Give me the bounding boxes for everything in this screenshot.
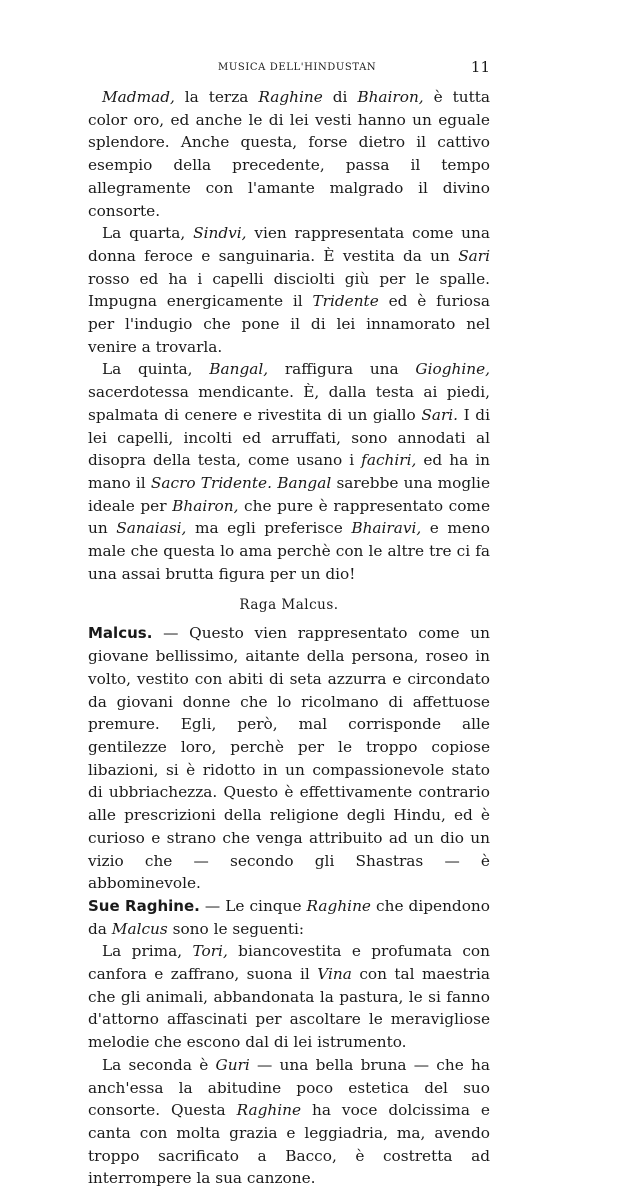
section-heading-raga-malcus: Raga Malcus.	[239, 597, 339, 614]
page-header	[88, 58, 490, 78]
paragraph-sue-raghine: Sue Raghine. — Le cinque Raghine che dipendono da Malcus sono le seguenti:	[88, 896, 490, 938]
paragraph-guri: La seconda è Guri — una bella bruna — che ha anch'essa la abitudine poco estetica del suo consorte. Questa Raghine ha voce dolcissima e canta con molta grazia e leggiadria, ma, avendo troppo sacrificato a Bacco, è costretta ad interrompere la sua canzone.	[88, 1055, 490, 1188]
paragraph-sindvi: La quarta, Sindvi, vien rappresentata come una donna feroce e sanguinaria. È vestita da un Sari rosso ed ha i capelli disciolti giù per le spalle. Impugna energicamente il Tridente ed è furiosa per l'indugio che pone il di lei innamorato nel venire a trovarla.	[88, 224, 490, 356]
name-madmad: Madmad,	[102, 88, 175, 106]
paragraph-bangal: La quinta, Bangal, raffigura una Gioghine, sacerdotessa mendicante. È, dalla testa ai piedi, spalmata di cenere e rivestita di un giallo Sari. I di lei capelli, incolti ed arruffati, sono annodati al disopra della testa, come usano i fachiri, ed ha in mano il Sacro Tridente. Bangal sarebbe una moglie ideale per Bhairon, che pure è rappresentato come un Sanaiasi, ma egli preferisce Bhairavi, e meno male che questa lo ama perchè con le altre tre ci fa una assai brutta figura per un dio!	[88, 360, 491, 583]
page-body	[88, 86, 490, 1190]
term-malcus: Malcus.	[88, 624, 153, 643]
page-number: 11	[470, 58, 490, 76]
term-sue-raghine: Sue Raghine.	[88, 896, 200, 915]
paragraph-madmad: Madmad, la terza Raghine di Bhairon, è tutta color oro, ed anche le di lei vesti hanno un eguale splendore. Anche questa, forse dietro il cattivo esempio della precedente, passa il tempo allegramente con l'amante malgrado il divino consorte.	[88, 88, 490, 220]
paragraph-malcus: Malcus. — Questo vien rappresentato come un giovane bellissimo, aitante della persona, roseo in volto, vestito con abiti di seta azzurra e circondato da giovani donne che lo ricolmano di affettuose premure. Egli, però, mal corrisponde alle gentilezze loro, perchè per le troppo copiose libazioni, si è ridotto in un compassionevole stato di ubbriachezza. Questo è effettivamente contrario alle prescrizioni della religione degli Hindu, ed è curioso e strano che venga attribuito ad un dio un vizio che — secondo gli Shastras — è abbominevole.	[88, 624, 490, 893]
paragraph-tori: La prima, Tori, biancovestita e profumata con canfora e zaffrano, suona il Vina con tal maestria che gli animali, abbandonata la pastura, le si fanno d'attorno affascinati per ascoltare le meravigliose melodie che escono dal di lei istrumento.	[88, 942, 491, 1052]
running-title: MUSICA DELL'HINDUSTAN	[218, 62, 377, 73]
